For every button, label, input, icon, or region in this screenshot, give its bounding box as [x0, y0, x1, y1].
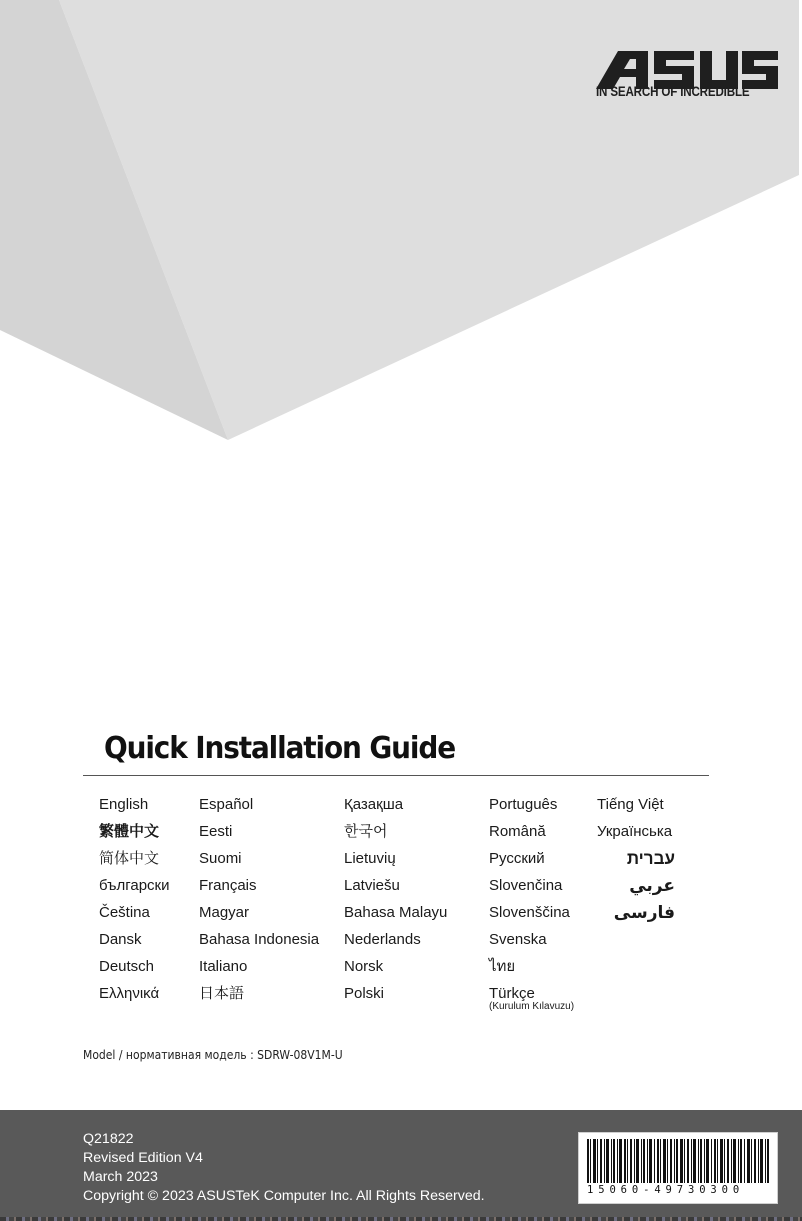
language-item: Português: [489, 796, 558, 813]
language-item: Magyar: [199, 904, 250, 921]
language-item: Tiếng Việt: [597, 796, 664, 813]
language-item: Bahasa Indonesia: [199, 931, 320, 948]
language-item: Svenska: [489, 931, 547, 948]
language-item: Українська: [597, 823, 673, 840]
barcode: [578, 1132, 778, 1204]
language-item: Slovenčina: [489, 877, 563, 894]
language-item: Latviešu: [344, 877, 400, 894]
barcode-digits: 15060-49730300: [587, 1184, 745, 1196]
language-item: 简体中文: [99, 850, 160, 867]
language-column-2: [199, 795, 319, 1011]
language-item: Nederlands: [344, 931, 421, 948]
language-item: Français: [199, 877, 257, 894]
language-item: Slovenščina: [489, 904, 570, 921]
language-item: Русский: [489, 850, 545, 867]
language-column-4: [489, 795, 574, 1013]
edition-date: March 2023: [83, 1169, 158, 1185]
language-item-rtl: עברית: [626, 849, 675, 868]
barcode-bars-icon: [587, 1139, 769, 1183]
page-title: Quick Installation Guide: [104, 731, 456, 766]
language-item: Čeština: [99, 904, 150, 921]
turkce-subtitle: (Kurulum Kılavuzu): [489, 1001, 575, 1012]
language-item: Norsk: [344, 958, 384, 975]
logo-tagline: IN SEARCH OF INCREDIBLE: [596, 84, 750, 99]
language-item: Eesti: [199, 823, 233, 840]
document-code: Q21822: [83, 1131, 134, 1147]
language-item: Dansk: [99, 931, 142, 948]
language-item: български: [99, 877, 170, 894]
language-item: ไทย: [489, 958, 516, 975]
language-item: Italiano: [199, 958, 248, 975]
language-item: Қазақша: [344, 796, 404, 813]
language-item: Suomi: [199, 850, 242, 867]
edition-label: Revised Edition V4: [83, 1150, 203, 1166]
language-column-3: [344, 795, 447, 1011]
language-item: Bahasa Malayu: [344, 904, 448, 921]
language-item-rtl: فارسی: [613, 903, 675, 922]
bottom-edge-strip: [0, 1217, 802, 1221]
language-item: 한국어: [344, 823, 388, 840]
language-item-rtl: عربي: [629, 876, 675, 895]
title-divider: [83, 775, 709, 776]
footer-info: [83, 1130, 485, 1206]
language-item: Español: [199, 796, 254, 813]
copyright-text: Copyright © 2023 ASUSTeK Computer Inc. All Rights Reserved.: [83, 1188, 485, 1204]
language-column-5: [597, 795, 675, 930]
language-item: 繁體中文: [99, 823, 160, 840]
language-column-1: [99, 795, 170, 1011]
model-label: Model / нормативная модель : SDRW-08V1M-U: [83, 1048, 343, 1062]
language-item: 日本語: [199, 985, 245, 1002]
language-item: English: [99, 796, 149, 813]
language-item: Deutsch: [99, 958, 155, 975]
language-item: Ελληνικά: [99, 985, 160, 1002]
language-item: Türkçe: [489, 985, 535, 1002]
language-item: Lietuvių: [344, 850, 396, 867]
language-item: Polski: [344, 985, 385, 1002]
language-item: Română: [489, 823, 546, 840]
